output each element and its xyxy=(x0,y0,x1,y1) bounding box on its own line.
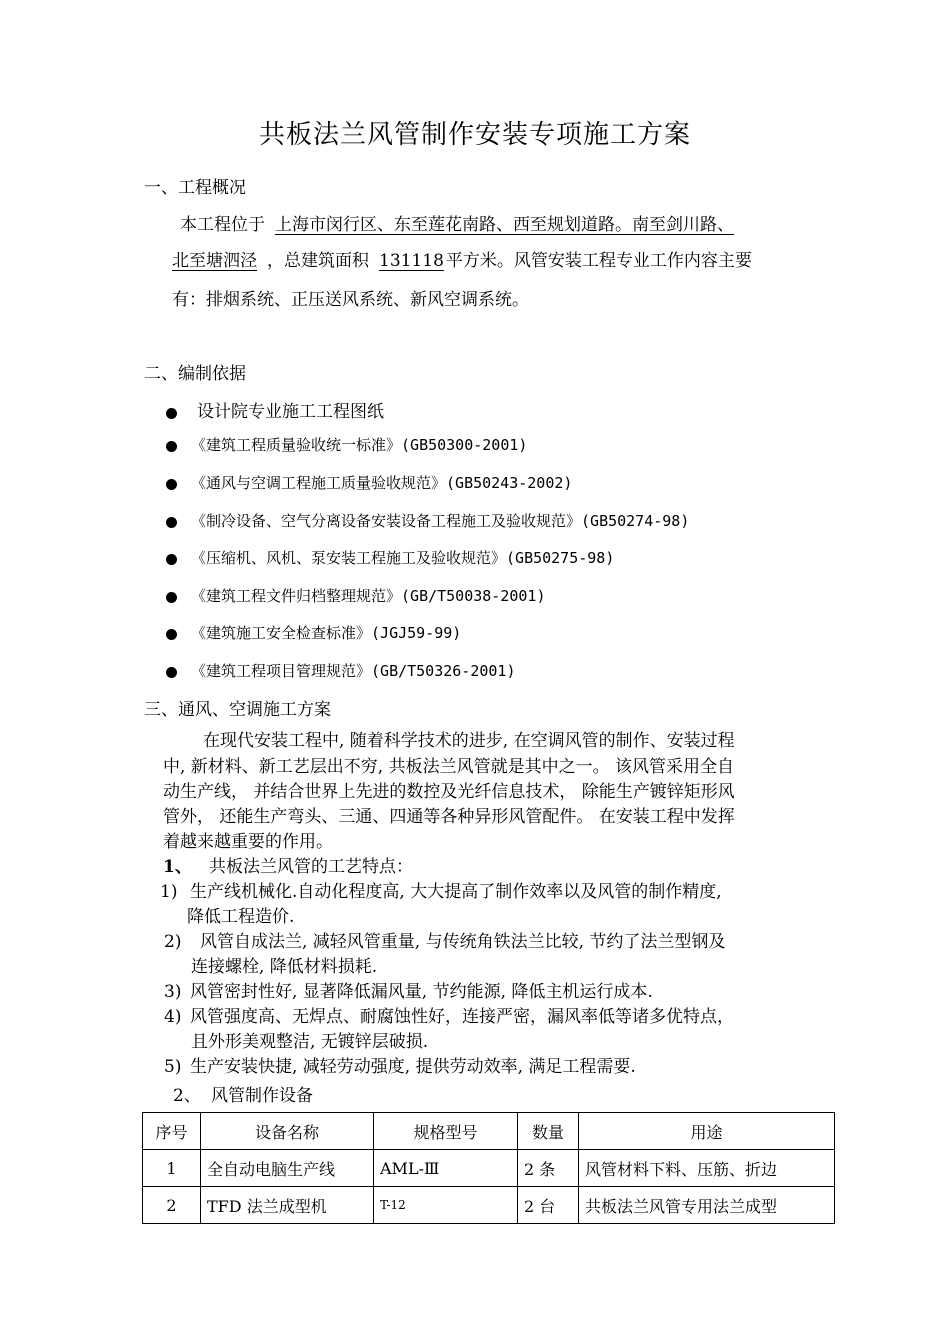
table-cell: 风管材料下料、压筋、折边 xyxy=(579,1150,835,1187)
paragraph-line: 动生产线， 并结合世界上先进的数控及光纤信息技术， 除能生产镀锌矩形风 xyxy=(163,782,735,802)
area-value: 131118 xyxy=(379,251,444,271)
section-1-line-2 xyxy=(172,246,752,271)
subsection-2-heading xyxy=(173,1081,313,1106)
section-3-heading: 三、通风、空调施工方案 xyxy=(144,700,331,720)
list-item: 《建筑施工安全检查标准》(JGJ59-99) xyxy=(166,622,461,643)
subsection-title: 风管制作设备 xyxy=(211,1086,313,1106)
section-1-line-1 xyxy=(180,210,734,235)
list-item: 《建筑工程项目管理规范》(GB/T50326-2001) xyxy=(166,660,516,681)
section-1-heading: 一、工程概况 xyxy=(144,178,246,198)
table-cell: 2 台 xyxy=(518,1187,579,1224)
table-cell: 共板法兰风管专用法兰成型 xyxy=(579,1187,835,1224)
bullet-icon xyxy=(166,441,177,452)
feature-item: 3) 风管密封性好, 显著降低漏风量, 节约能源, 降低主机运行成本. xyxy=(164,982,653,1002)
feature-item-cont: 降低工程造价. xyxy=(187,907,295,927)
bullet-icon xyxy=(166,554,177,565)
list-item: 《制冷设备、空气分离设备安装设备工程施工及验收规范》(GB50274-98) xyxy=(166,510,689,531)
section-2-heading: 二、编制依据 xyxy=(144,364,246,384)
bullet-icon xyxy=(166,517,177,528)
table-cell: TFD 法兰成型机 xyxy=(201,1187,374,1224)
location-text: 北至塘泗泾 xyxy=(172,251,257,271)
list-item: 《压缩机、风机、泵安装工程施工及验收规范》(GB50275-98) xyxy=(166,547,614,568)
bullet-icon xyxy=(166,667,177,678)
feature-item-cont: 且外形美观整洁, 无镀锌层破损. xyxy=(191,1032,429,1052)
paragraph-line: 管外， 还能生产弯头、三通、四通等各种异形风管配件。 在安装工程中发挥 xyxy=(163,807,735,827)
table-cell: 全自动电脑生产线 xyxy=(201,1150,374,1187)
list-item: 《建筑工程质量验收统一标准》(GB50300-2001) xyxy=(166,434,527,455)
feature-item: 5) 生产安装快捷, 减轻劳动强度, 提供劳动效率, 满足工程需要. xyxy=(164,1057,636,1077)
table-cell: 2 条 xyxy=(518,1150,579,1187)
list-item: 《建筑工程文件归档整理规范》(GB/T50038-2001) xyxy=(166,585,546,606)
table-row xyxy=(143,1150,835,1187)
paragraph-line: 中, 新材料、新工艺层出不穷, 共板法兰风管就是其中之一。 该风管采用全自 xyxy=(163,757,735,777)
table-row xyxy=(143,1187,835,1224)
column-header: 数量 xyxy=(518,1113,579,1150)
column-header: 序号 xyxy=(143,1113,201,1150)
list-item: 《通风与空调工程施工质量验收规范》(GB50243-2002) xyxy=(166,472,572,493)
text: 平方米。风管安装工程专业工作内容主要 xyxy=(445,251,752,271)
section-1-line-3: 有：排烟系统、正压送风系统、新风空调系统。 xyxy=(172,290,529,310)
paragraph-line: 在现代安装工程中, 随着科学技术的进步, 在空调风管的制作、安装过程 xyxy=(203,731,735,751)
feature-item-cont: 连接螺栓, 降低材料损耗. xyxy=(191,957,378,977)
subsection-title: 共板法兰风管的工艺特点： xyxy=(209,857,413,877)
column-header: 规格型号 xyxy=(374,1113,518,1150)
table-cell: T-12 xyxy=(374,1187,518,1224)
bullet-icon xyxy=(166,629,177,640)
feature-item: 1) 生产线机械化.自动化程度高, 大大提高了制作效率以及风管的制作精度, xyxy=(160,882,722,902)
text: ，总建筑面积 xyxy=(267,251,369,271)
subsection-1-heading xyxy=(163,852,413,877)
table-cell: 2 xyxy=(143,1187,201,1224)
feature-item: 2) 风管自成法兰, 减轻风管重量, 与传统角铁法兰比较, 节约了法兰型钢及 xyxy=(164,932,726,952)
bullet-icon xyxy=(166,408,177,419)
location-text: 上海市闵行区、东至莲花南路、西至规划道路。南至剑川路、 xyxy=(275,215,734,235)
subsection-number: 1、 xyxy=(163,857,192,877)
feature-item: 4) 风管强度高、无焊点、耐腐蚀性好，连接严密，漏风率低等诸多优特点， xyxy=(164,1007,734,1027)
column-header: 设备名称 xyxy=(201,1113,374,1150)
paragraph-line: 着越来越重要的作用。 xyxy=(163,832,333,852)
document-title: 共板法兰风管制作安装专项施工方案 xyxy=(258,120,691,150)
table-cell: 1 xyxy=(143,1150,201,1187)
text: 本工程位于 xyxy=(180,215,265,235)
table-cell: AML-Ⅲ xyxy=(374,1150,518,1187)
list-item: 设计院专业施工工程图纸 xyxy=(166,397,384,422)
equipment-table xyxy=(142,1112,835,1224)
column-header: 用途 xyxy=(579,1113,835,1150)
bullet-icon xyxy=(166,479,177,490)
bullet-icon xyxy=(166,592,177,603)
subsection-number: 2、 xyxy=(173,1086,201,1106)
table-header-row xyxy=(143,1113,835,1150)
